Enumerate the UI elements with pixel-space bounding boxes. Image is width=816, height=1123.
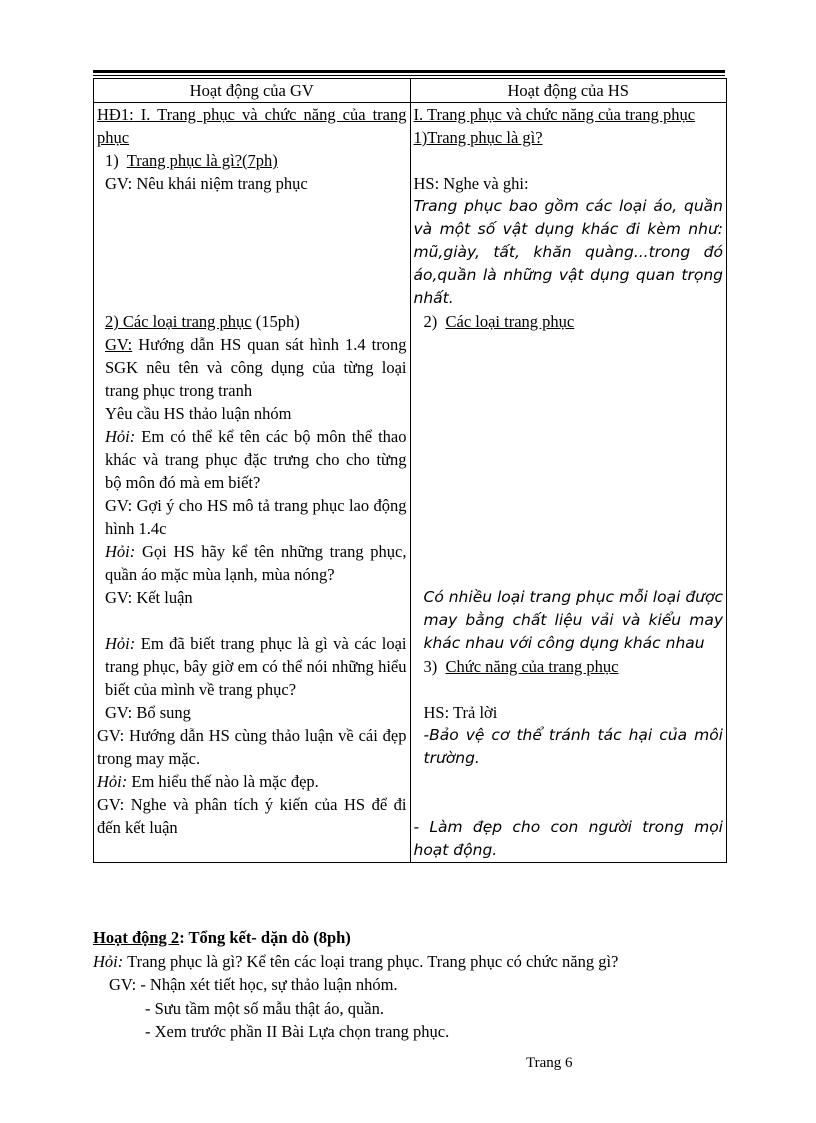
activity2-section bbox=[93, 926, 733, 1044]
gv-guide: GV: Hướng dẫn HS cùng thảo luận về cái đẹp trong may mặc. bbox=[97, 726, 407, 768]
table-header-row bbox=[94, 79, 727, 103]
gv-question-3: Hỏi: Em đã biết trang phục là gì và các loại trang phục, bây giờ em có thể nói những hiểu biết của mình về trang phục? bbox=[105, 634, 407, 699]
gv-question-1: Hỏi: Em có thể kể tên các bộ môn thể thao khác và trang phục đặc trưng cho cho từng bộ môn đó mà em biết? bbox=[105, 427, 407, 492]
gv-suggestion: GV: Gợi ý cho HS mô tả trang phục lao động hình 1.4c bbox=[105, 496, 407, 538]
hd1-heading: HĐ1: I. Trang phục và chức năng của trang phục bbox=[97, 105, 407, 147]
hs-protect: -Bảo vệ cơ thể tránh tác hại của môi trường. bbox=[423, 726, 723, 767]
spacer bbox=[414, 379, 724, 402]
gv-question-2: Hỏi: Gọi HS hãy kể tên những trang phục, quần áo mặc mùa lạnh, mùa nóng? bbox=[105, 542, 407, 584]
gv-item2-instruction: GV: Hướng dẫn HS quan sát hình 1.4 trong SGK nêu tên và công dụng của từng loại trang phục trong tranh bbox=[105, 335, 407, 400]
spacer bbox=[414, 494, 724, 517]
hs-listen: HS: Nghe và ghi: bbox=[413, 174, 529, 193]
hs-item1-heading: 1)Trang phục là gì? bbox=[413, 128, 543, 147]
header-hs: Hoạt động của HS bbox=[410, 79, 727, 103]
gv-question-4: Hỏi: Em hiểu thế nào là mặc đẹp. bbox=[97, 772, 319, 791]
hs-answer: HS: Trả lời bbox=[423, 703, 498, 722]
header-gv: Hoạt động của GV bbox=[94, 79, 411, 103]
activity2-gv-line: GV: - Nhận xét tiết học, sự thảo luận nhóm. bbox=[109, 975, 398, 994]
spacer bbox=[414, 333, 724, 356]
page-number: Trang 6 bbox=[526, 1055, 573, 1071]
top-rule-thin bbox=[93, 75, 725, 76]
spacer bbox=[414, 402, 724, 425]
spacer bbox=[414, 356, 724, 379]
activity2-task-2: - Xem trước phần II Bài Lựa chọn trang phục. bbox=[145, 1022, 450, 1041]
spacer bbox=[414, 678, 724, 701]
gv-conclusion: GV: Kết luận bbox=[105, 588, 193, 607]
hs-item3-heading: 3) Chức năng của trang phục bbox=[423, 657, 619, 676]
gv-item2-task: Yêu cầu HS thảo luận nhóm bbox=[105, 404, 292, 423]
activity2-title: Hoạt động 2: Tổng kết- dặn dò (8ph) bbox=[93, 928, 351, 947]
spacer bbox=[97, 287, 407, 310]
gv-column bbox=[94, 103, 411, 863]
hs-definition: Trang phục bao gồm các loại áo, quần và một số vật dụng khác đi kèm như: mũ,giày, tất, khăn quàng...trong đó áo,quần là những vật dụng quan trọng nhất. bbox=[413, 197, 723, 307]
spacer bbox=[414, 149, 724, 172]
spacer bbox=[414, 540, 724, 563]
hs-types: Có nhiều loại trang phục mỗi loại được may bằng chất liệu vải và kiểu may khác nhau với công dụng khác nhau bbox=[423, 588, 723, 652]
gv-supplement: GV: Bổ sung bbox=[105, 703, 191, 722]
gv-item1-heading: 1) Trang phục là gì?(7ph) bbox=[105, 151, 278, 170]
top-rule-thick bbox=[93, 70, 725, 73]
spacer bbox=[414, 517, 724, 540]
gv-analyze: GV: Nghe và phân tích ý kiến của HS để đi đến kết luận bbox=[97, 795, 407, 837]
activity2-question: Hỏi: Trang phục là gì? Kể tên các loại trang phục. Trang phục có chức năng gì? bbox=[93, 951, 619, 971]
spacer bbox=[97, 264, 407, 287]
spacer bbox=[414, 770, 724, 793]
spacer bbox=[414, 563, 724, 586]
hs-column bbox=[410, 103, 727, 863]
spacer bbox=[97, 609, 407, 632]
spacer bbox=[97, 195, 407, 218]
spacer bbox=[414, 793, 724, 816]
hs-beauty: - Làm đẹp cho con người trong mọi hoạt động. bbox=[413, 818, 723, 859]
gv-item1-instruction: GV: Nêu khái niệm trang phục bbox=[105, 174, 308, 193]
spacer bbox=[414, 471, 724, 494]
hs-item2-heading: 2) Các loại trang phục bbox=[423, 312, 575, 331]
spacer bbox=[97, 241, 407, 264]
spacer bbox=[97, 218, 407, 241]
spacer bbox=[414, 448, 724, 471]
activity2-task-1: - Sưu tầm một số mẫu thật áo, quần. bbox=[145, 998, 384, 1018]
gv-item2-heading: 2) Các loại trang phục (15ph) bbox=[105, 312, 300, 331]
table-body-row bbox=[94, 103, 727, 863]
spacer bbox=[414, 425, 724, 448]
activity-table bbox=[93, 78, 727, 863]
hs-section1-heading: I. Trang phục và chức năng của trang phục bbox=[413, 105, 696, 124]
